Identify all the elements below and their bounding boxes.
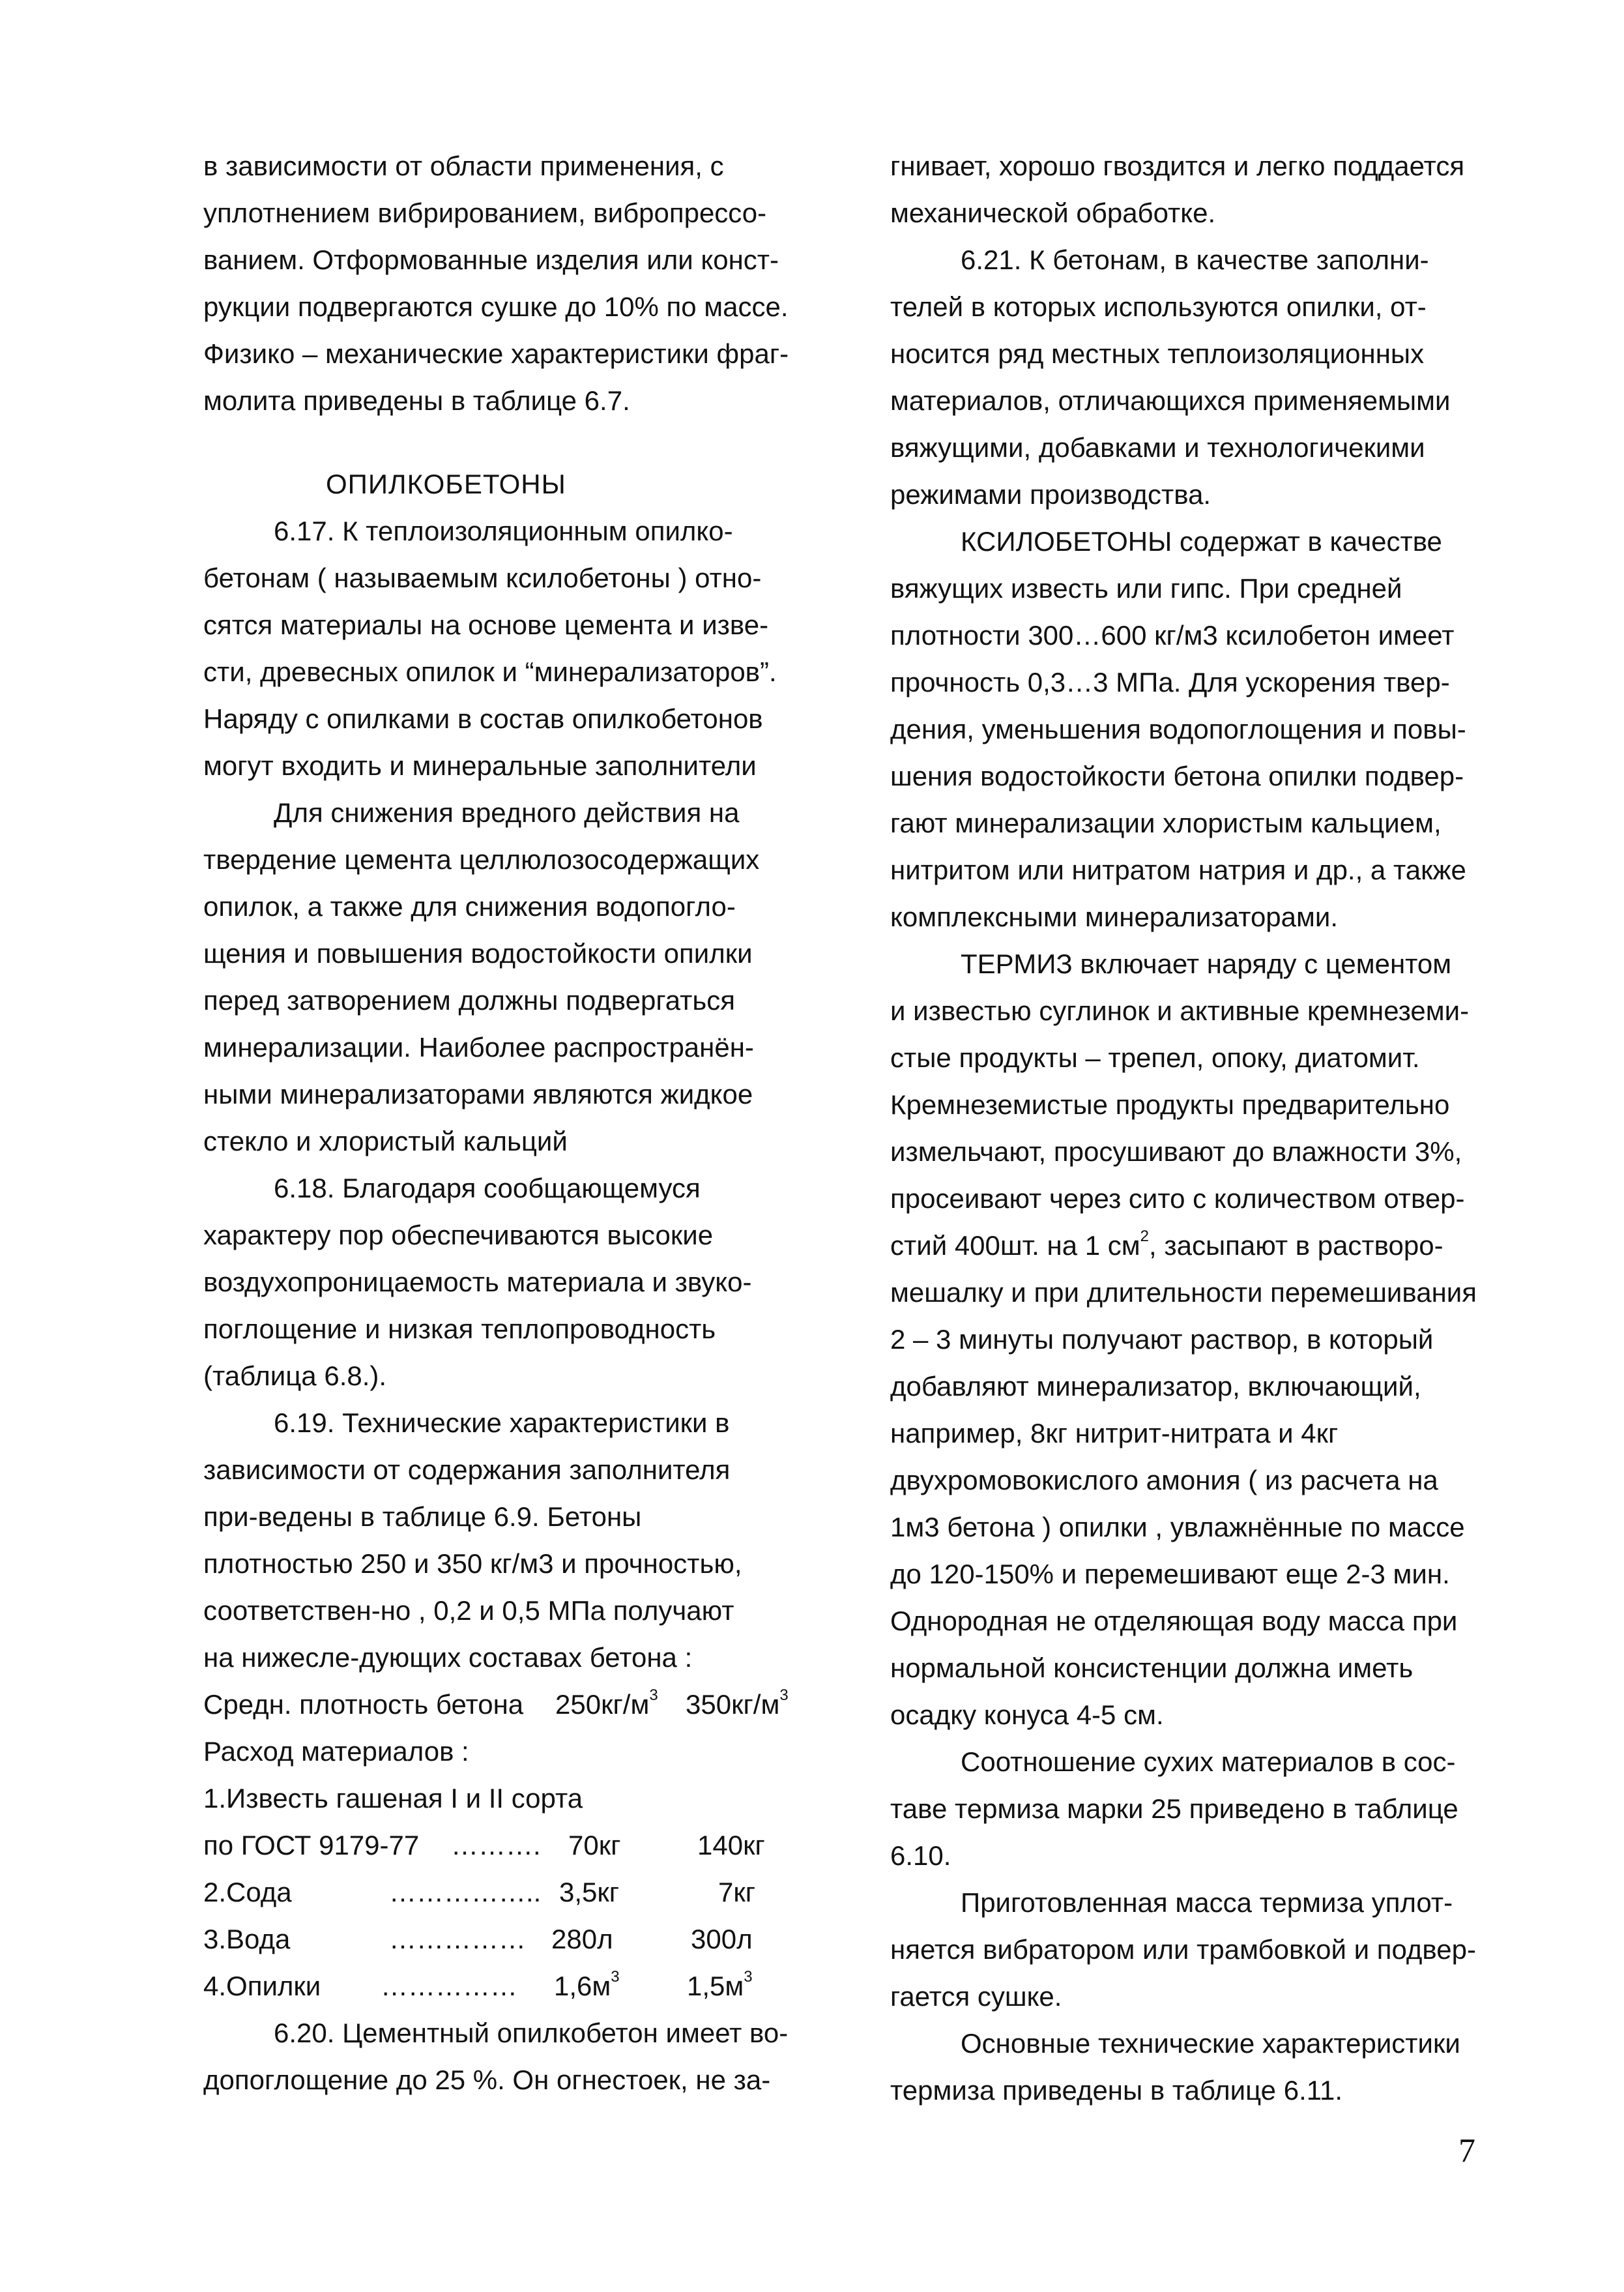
material-row [203, 1923, 816, 1956]
text-line: стые продукты – трепел, опоку, диатомит. [890, 1042, 1420, 1073]
material-row [203, 1876, 816, 1909]
text-line: воздухопроницаемость материала и звуко- [203, 1267, 752, 1297]
material-name: по ГОСТ 9179-77 [203, 1830, 420, 1860]
text-line: измельчают, просушивают до влажности 3%, [890, 1136, 1462, 1167]
text-line: плотностью 250 и 350 кг/м3 и прочностью, [203, 1548, 742, 1579]
text-line: материалов, отличающихся применяемыми [890, 385, 1451, 416]
text-line: механической обработке. [890, 198, 1216, 228]
text-line: 6.20. Цементный опилкобетон имеет во- [274, 2018, 789, 2048]
text-line: 6.21. К бетонам, в качестве заполни- [961, 244, 1429, 275]
text-line: опилок, а также для снижения водопогло- [203, 891, 736, 922]
text-line: ТЕРМИЗ включает наряду с цементом [961, 948, 1452, 979]
text-line: шения водостойкости бетона опилки подвер- [890, 761, 1464, 791]
consumption-label: Расход материалов : [203, 1736, 469, 1767]
text-line: Соотношение сухих материалов в сос- [961, 1746, 1456, 1777]
text-line: ванием. Отформованные изделия или конст- [203, 244, 779, 275]
text-line: Физико – механические характеристики фраг- [203, 338, 789, 369]
text-line: телей в которых используются опилки, от- [890, 291, 1427, 322]
text-line: до 120-150% и перемешивают еще 2-3 мин. [890, 1559, 1450, 1589]
text-line: комплексными минерализаторами. [890, 902, 1339, 932]
text-line: ными минерализаторами являются жидкое [203, 1079, 753, 1109]
text-line: например, 8кг нитрит-нитрата и 4кг [890, 1418, 1339, 1448]
text-line: уплотнением вибрированием, вибропрессо- [203, 198, 767, 228]
text-line: Для снижения вредного действия на [274, 797, 740, 828]
text-line: бетонам ( называемым ксилобетоны ) отно- [203, 563, 762, 593]
text-line: сятся материалы на основе цемента и изве- [203, 610, 769, 640]
text-line: двухромовокислого амония ( из расчета на [890, 1465, 1438, 1495]
text-line: 1м3 бетона ) опилки , увлажнённые по массе [890, 1512, 1465, 1542]
text-line: плотности 300…600 кг/м3 ксилобетон имеет [890, 620, 1455, 651]
text-line: Однородная не отделяющая воду масса при [890, 1606, 1458, 1636]
text-line: вяжущих известь или гипс. При средней [890, 573, 1402, 604]
text-line: перед затворением должны подвергаться [203, 985, 736, 1016]
text-line: таве термиза марки 25 приведено в таблице [890, 1793, 1458, 1824]
text-line: нитритом или нитратом натрия и др., а также [890, 855, 1466, 885]
text-line: зависимости от содержания заполнителя [203, 1454, 731, 1485]
text-line: рукции подвергаются сушке до 10% по массе. [203, 291, 789, 322]
material-row [203, 1970, 816, 2003]
text-line: соответствен-но , 0,2 и 0,5 МПа получают [203, 1595, 734, 1626]
text-line: 6.19. Технические характеристики в [274, 1407, 730, 1438]
text-line: термиза приведены в таблице 6.11. [890, 2075, 1343, 2106]
page-number: 7 [1458, 2132, 1475, 2169]
text-line: могут входить и минеральные заполнители [203, 750, 757, 781]
text-line: Приготовленная масса термиза уплот- [961, 1887, 1453, 1918]
text-line: стекло и хлористый кальций [203, 1126, 568, 1156]
text-line: мешалку и при длительности перемешивания [890, 1277, 1477, 1308]
text-line: 2 – 3 минуты получают раствор, в который [890, 1324, 1434, 1355]
text-line: гнивает, хорошо гвоздится и легко поддается [890, 151, 1465, 181]
text-line: 6.10. [890, 1840, 951, 1871]
text-line: няется вибратором или трамбовкой и подвер- [890, 1934, 1476, 1965]
text-line: и известью суглинок и активные кремнеземи- [890, 995, 1470, 1026]
material-value-1: 70кг [568, 1830, 621, 1860]
text-line: характеру пор обеспечиваются высокие [203, 1220, 714, 1250]
text-line: допоглощение до 25 %. Он огнестоек, не за- [203, 2064, 771, 2095]
section-heading: ОПИЛКОБЕТОНЫ [326, 469, 566, 499]
material-dots: …………….. [389, 1877, 542, 1907]
material-row [203, 1829, 816, 1862]
text-line: сти, древесных опилок и “минерализаторов”. [203, 656, 777, 687]
text-line: вяжущими, добавками и технологичекими [890, 432, 1425, 463]
text-line: просеивают через сито с количеством отвер- [890, 1183, 1465, 1214]
text-line: режимами производства. [890, 479, 1211, 510]
text-line: (таблица 6.8.). [203, 1360, 387, 1391]
material-title: 1.Известь гашеная I и II сорта [203, 1783, 583, 1814]
material-value-2: 7кг [718, 1877, 756, 1907]
material-value-1: 280л [551, 1924, 613, 1954]
material-value-2: 300л [691, 1924, 753, 1954]
material-dots: ………. [451, 1830, 541, 1860]
text-line: нормальной консистенции должна иметь [890, 1653, 1414, 1683]
text-line: Основные технические характеристики [961, 2028, 1460, 2059]
text-line: молита приведены в таблице 6.7. [203, 385, 630, 416]
text-line: в зависимости от области применения, с [203, 151, 724, 181]
material-value-1: 3,5кг [559, 1877, 620, 1907]
density-value-1: $250кг/м^3$ [555, 1686, 658, 1720]
material-name: 3.Вода [203, 1924, 291, 1954]
text-line: КСИЛОБЕТОНЫ содержат в качестве [961, 526, 1442, 557]
text-line: гается сушке. [890, 1981, 1062, 2012]
text-line: гают минерализации хлористым кальцием, [890, 808, 1442, 838]
text-line: Наряду с опилками в состав опилкобетонов [203, 703, 763, 734]
material-value-1: $1,6м^3$ [554, 1968, 620, 2001]
text-line: поглощение и низкая теплопроводность [203, 1314, 716, 1344]
text-line: твердение цемента целлюлозосодержащих [203, 844, 760, 875]
material-dots: …………… [381, 1971, 517, 2001]
text-line: добавляют минерализатор, включающий, [890, 1371, 1421, 1402]
density-label: Средн. плотность бетона [203, 1689, 524, 1720]
material-name: 2.Сода [203, 1877, 292, 1907]
text-line: на нижесле-дующих составах бетона : [203, 1642, 693, 1673]
text-line: минерализации. Наиболее распространён- [203, 1032, 754, 1063]
material-name: 4.Опилки [203, 1971, 321, 2001]
text-line: носится ряд местных теплоизоляционных [890, 338, 1425, 369]
density-row [203, 1688, 816, 1721]
text-line: стий 400шт. на 1 $см^2$, засыпают в растворо- [890, 1227, 1443, 1261]
text-line: Кремнеземистые продукты предварительно [890, 1089, 1450, 1120]
text-line: щения и повышения водостойкости опилки [203, 938, 753, 969]
density-value-2: $350кг/м^3$ [686, 1686, 789, 1720]
text-line: 6.18. Благодаря сообщающемуся [274, 1173, 701, 1203]
text-line: при-ведены в таблице 6.9. Бетоны [203, 1501, 642, 1532]
text-line: осадку конуса 4-5 см. [890, 1699, 1164, 1730]
material-dots: …………… [389, 1924, 526, 1954]
text-line: 6.17. К теплоизоляционным опилко- [274, 516, 733, 546]
material-value-2: 140кг [697, 1830, 765, 1860]
material-value-2: $1,5м^3$ [687, 1968, 753, 2001]
text-line: дения, уменьшения водопоглощения и повы- [890, 714, 1466, 744]
text-line: прочность 0,3…3 МПа. Для ускорения твер- [890, 667, 1450, 698]
